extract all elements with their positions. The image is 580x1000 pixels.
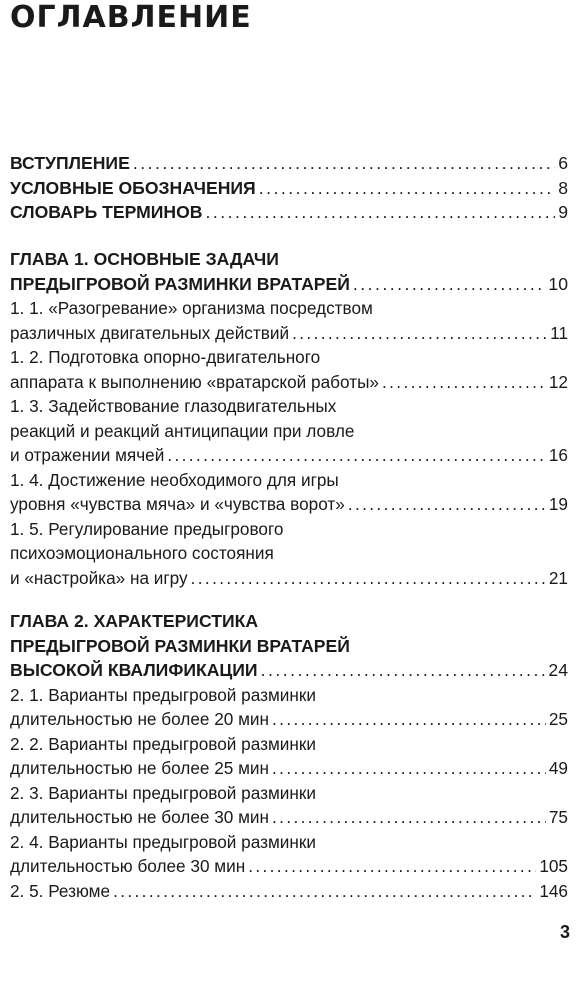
page-title: ОГЛАВЛЕНИЕ: [10, 0, 252, 35]
dot-leader: [272, 756, 546, 781]
section-page: 16: [548, 445, 568, 465]
section-text: и отражении мячей: [10, 445, 165, 465]
chapter-heading-text: ГЛАВА 2. ХАРАКТЕРИСТИКА: [10, 611, 259, 631]
chapter-page: 10: [548, 273, 568, 294]
dot-leader: [205, 200, 555, 225]
section-text: длительностью не более 30 мин: [10, 807, 270, 827]
toc-section-1-5[interactable]: [10, 517, 568, 591]
section-text: 2. 3. Варианты предыгровой разминки: [10, 782, 316, 803]
chapter-heading-text: ВЫСОКОЙ КВАЛИФИКАЦИИ: [10, 660, 258, 680]
chapter-heading-text: ПРЕДЫГРОВОЙ РАЗМИНКИ ВРАТАРЕЙ: [10, 635, 350, 656]
page-number: 3: [559, 922, 570, 942]
toc-section-1-2[interactable]: [10, 345, 568, 394]
dot-leader: [292, 321, 547, 346]
toc-entry-page: 6: [558, 153, 568, 173]
toc-entry-label: ВСТУПЛЕНИЕ: [10, 153, 130, 173]
toc-front-matter: [10, 151, 568, 225]
toc-entry-page: 8: [558, 177, 568, 198]
section-text: длительностью не более 20 мин: [10, 709, 270, 729]
toc-entry-label: СЛОВАРЬ ТЕРМИНОВ: [10, 202, 203, 222]
toc-section-2-1[interactable]: [10, 683, 568, 732]
toc-entry-legend[interactable]: [10, 176, 568, 201]
dot-leader: [272, 707, 546, 732]
section-page: 21: [548, 567, 568, 588]
section-page: 146: [539, 880, 568, 901]
chapter-heading-text: ГЛАВА 1. ОСНОВНЫЕ ЗАДАЧИ: [10, 249, 279, 269]
section-text: 2. 5. Резюме: [10, 880, 111, 901]
toc-chapter-2: [10, 609, 568, 903]
dot-leader: [167, 443, 546, 468]
toc-section-1-4[interactable]: [10, 468, 568, 517]
dot-leader: [113, 879, 536, 904]
section-page: 12: [548, 371, 568, 392]
section-page: 49: [548, 758, 568, 778]
toc-section-2-3[interactable]: [10, 781, 568, 830]
section-text: 1. 5. Регулирование предыгрового: [10, 518, 284, 539]
chapter-heading-line[interactable]: [10, 658, 568, 683]
section-text: 1. 1. «Разогревание» организма посредством: [10, 298, 373, 318]
dot-leader: [353, 272, 546, 297]
section-page: 25: [548, 709, 568, 729]
dot-leader: [133, 151, 555, 176]
toc-entry-introduction[interactable]: [10, 151, 568, 176]
section-text: длительностью более 30 мин: [10, 856, 246, 876]
section-text: аппарата к выполнению «вратарской работы»: [10, 371, 379, 392]
section-page: 11: [550, 322, 568, 343]
section-text: 1. 3. Задействование глазодвигательных: [10, 396, 337, 416]
section-text: 1. 4. Достижение необходимого для игры: [10, 469, 339, 490]
section-text: и «настройка» на игру: [10, 567, 188, 588]
section-page: 75: [548, 807, 568, 827]
section-text: 2. 2. Варианты предыгровой разминки: [10, 733, 316, 754]
chapter-heading-line[interactable]: [10, 272, 568, 297]
section-text: 2. 1. Варианты предыгровой разминки: [10, 684, 316, 705]
toc-section-2-2[interactable]: [10, 732, 568, 781]
dot-leader: [259, 176, 556, 201]
section-page: 105: [539, 856, 568, 876]
dot-leader: [272, 805, 546, 830]
section-text: психоэмоционального состояния: [10, 543, 274, 563]
toc-entry-page: 9: [558, 202, 568, 222]
dot-leader: [248, 854, 536, 879]
chapter-heading-line[interactable]: [10, 247, 568, 272]
chapter-heading-line[interactable]: [10, 609, 568, 634]
toc-section-1-1[interactable]: [10, 296, 568, 345]
section-text: реакций и реакций антиципации при ловле: [10, 420, 355, 441]
section-text: длительностью не более 25 мин: [10, 758, 270, 778]
dot-leader: [191, 566, 546, 591]
section-text: 2. 4. Варианты предыгровой разминки: [10, 831, 316, 852]
section-page: 19: [548, 494, 568, 514]
section-text: различных двигательных действий: [10, 322, 290, 343]
toc-entry-label: УСЛОВНЫЕ ОБОЗНАЧЕНИЯ: [10, 177, 256, 198]
section-text: уровня «чувства мяча» и «чувства ворот»: [10, 494, 345, 514]
toc-chapter-1: [10, 247, 568, 590]
chapter-heading-line[interactable]: [10, 634, 568, 659]
toc-entry-glossary[interactable]: [10, 200, 568, 225]
dot-leader: [382, 370, 546, 395]
section-text: 1. 2. Подготовка опорно-двигательного: [10, 347, 321, 367]
dot-leader: [348, 492, 546, 517]
chapter-page: 24: [548, 660, 568, 680]
toc-section-2-4[interactable]: [10, 830, 568, 879]
chapter-heading-text: ПРЕДЫГРОВОЙ РАЗМИНКИ ВРАТАРЕЙ: [10, 273, 350, 294]
dot-leader: [261, 658, 546, 683]
toc-section-1-3[interactable]: [10, 394, 568, 468]
toc-section-2-5[interactable]: [10, 879, 568, 904]
